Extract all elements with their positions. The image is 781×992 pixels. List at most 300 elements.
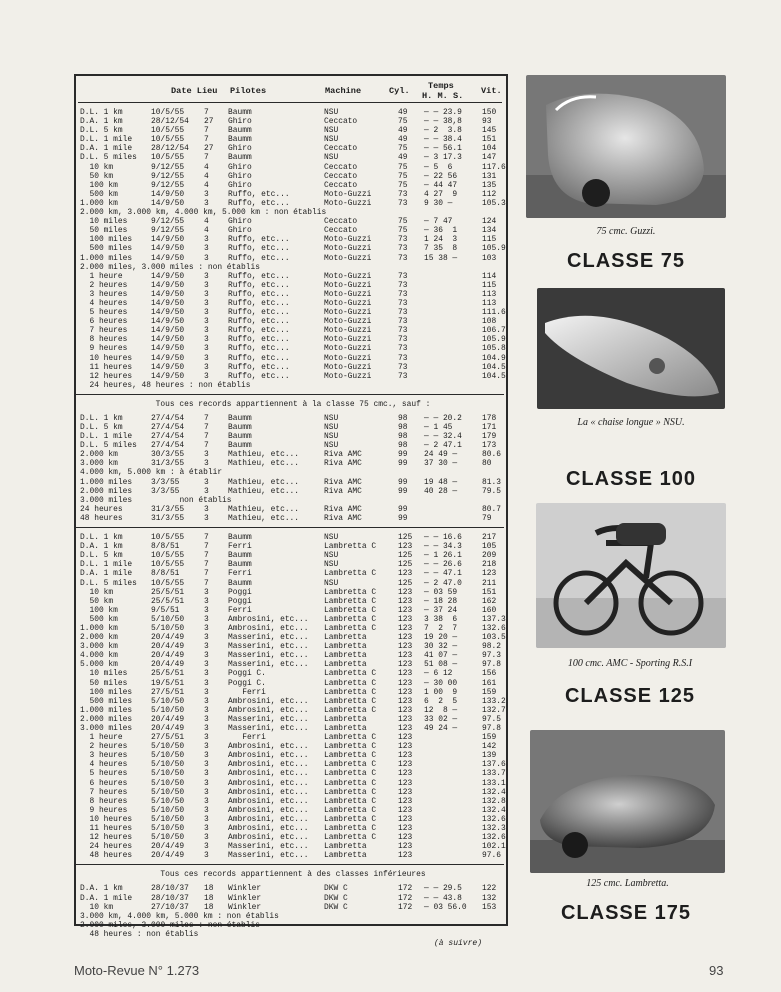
table-cell: Moto-Guzzi: [324, 298, 372, 308]
table-cell: Moto-Guzzi: [324, 198, 372, 208]
table-row: [80, 760, 506, 769]
table-cell: 139: [482, 751, 497, 761]
table-cell: Ceccato: [324, 117, 358, 127]
caption-125: 100 cmc. AMC - Sporting R.S.I: [567, 658, 693, 669]
table-row: [80, 126, 506, 135]
section-note: Tous ces records appartiennent à la classe 75 cmc., sauf :: [155, 399, 431, 409]
table-cell: Winkler: [228, 893, 262, 903]
table-cell: 20/4/49: [151, 724, 185, 733]
table-cell: 104.5: [482, 362, 506, 372]
table-row: [80, 459, 506, 468]
table-cell: Masserini, etc...: [228, 724, 309, 733]
header-divider: [78, 102, 502, 103]
table-cell: 28/10/37: [151, 893, 189, 903]
table-cell: Ruffo, etc...: [228, 235, 290, 245]
table-row: [80, 815, 506, 824]
table-cell: 123: [398, 687, 413, 697]
table-cell: 3: [204, 362, 209, 372]
table-cell: 3: [204, 696, 209, 706]
table-row: [80, 733, 506, 742]
table-row: [80, 496, 506, 505]
table-cell: 31/3/55: [151, 459, 185, 469]
table-cell: 9/12/55: [151, 171, 185, 181]
table-cell: 123: [398, 842, 413, 852]
table-cell: 10/5/55: [151, 578, 185, 588]
table-cell: D.A. 1 mile: [80, 569, 133, 579]
table-cell: 3: [204, 477, 209, 487]
table-cell: — — 34.3: [424, 542, 462, 552]
table-row: [80, 226, 506, 235]
table-cell: Baumm: [228, 441, 252, 451]
table-cell: NSU: [324, 441, 339, 451]
table-cell: Lambretta: [324, 651, 367, 661]
table-cell: 100 km: [80, 180, 118, 190]
table-cell: 123: [398, 696, 413, 706]
table-cell: Moto-Guzzi: [324, 335, 372, 345]
table-cell: 100 miles: [80, 235, 133, 245]
table-cell: 123: [398, 542, 413, 552]
table-cell: 7 heures: [80, 326, 128, 336]
table-cell: Lambretta C: [324, 787, 377, 797]
table-cell: NSU: [324, 551, 339, 561]
table-cell: 105.8: [482, 344, 506, 354]
table-cell: 99: [398, 486, 408, 496]
table-cell: 3 38 6: [424, 614, 458, 624]
table-cell: 5/10/50: [151, 787, 185, 797]
table-cell: 5/10/50: [151, 742, 185, 752]
table-cell: 10/5/55: [151, 533, 185, 543]
table-cell: Mathieu, etc...: [228, 513, 300, 523]
table-cell: 50 km: [80, 596, 114, 606]
table-cell: 5/10/50: [151, 796, 185, 806]
table-cell: 133.7: [482, 769, 506, 779]
table-cell: Lambretta C: [324, 824, 377, 834]
table-row: [80, 651, 506, 660]
table-cell: Ambrosini, etc...: [228, 787, 309, 797]
table-cell: 3: [204, 198, 209, 208]
page-number: 93: [709, 963, 724, 978]
table-cell: Baumm: [228, 413, 252, 423]
table-cell: 3: [204, 289, 209, 299]
table-cell: 7: [204, 135, 209, 145]
table-cell: 114: [482, 271, 497, 281]
table-cell: 27/5/51: [151, 733, 185, 743]
photo-guzzi-75: [526, 75, 726, 218]
table-cell: Lambretta C: [324, 687, 377, 697]
table-row: [80, 414, 506, 423]
table-cell: 81.3: [482, 477, 501, 487]
row-note: 3.000 km, 4.000 km, 5.000 km : non établis: [80, 911, 279, 921]
table-cell: 10/5/55: [151, 108, 185, 117]
table-cell: D.A. 1 km: [80, 884, 123, 894]
caption-75: 75 cmc. Guzzi.: [596, 226, 656, 237]
table-cell: 27/4/54: [151, 432, 185, 442]
table-row: [80, 824, 506, 833]
table-cell: 5/10/50: [151, 614, 185, 624]
table-cell: 218: [482, 560, 497, 570]
table-cell: Baumm: [228, 551, 252, 561]
table-cell: 117.6: [482, 162, 506, 172]
footer-publication: Moto-Revue N° 1.273: [74, 963, 200, 978]
table-cell: Ambrosini, etc...: [228, 796, 309, 806]
table-cell: 7 heures: [80, 787, 128, 797]
table-cell: — — 26.6: [424, 560, 462, 570]
table-cell: Baumm: [228, 135, 252, 145]
table-cell: 6 2 5: [424, 696, 458, 706]
table-row: [80, 363, 506, 372]
table-cell: Lambretta C: [324, 796, 377, 806]
table-cell: 132.4: [482, 805, 506, 815]
table-cell: Riva AMC: [324, 513, 362, 523]
table-cell: Ruffo, etc...: [228, 344, 290, 354]
table-cell: 5/10/50: [151, 833, 185, 843]
col-pilotes: Pilotes: [230, 86, 267, 96]
table-cell: Ambrosini, etc...: [228, 833, 309, 843]
table-cell: 112: [482, 189, 497, 199]
table-cell: 3: [204, 678, 209, 688]
table-cell: 3: [204, 778, 209, 788]
table-cell: 28/12/54: [151, 144, 189, 154]
col-vit: Vit.: [481, 86, 502, 96]
table-cell: 132.3: [482, 824, 506, 834]
table-row: [80, 326, 506, 335]
table-cell: 25/5/51: [151, 669, 185, 679]
table-cell: 73: [398, 362, 408, 372]
table-cell: Baumm: [228, 126, 252, 136]
table-cell: — 03 59: [424, 587, 458, 597]
table-cell: 48 heures: [80, 851, 133, 861]
table-cell: D.A. 1 mile: [80, 144, 133, 154]
table-cell: 3: [204, 450, 209, 460]
table-cell: 73: [398, 317, 408, 327]
table-cell: 4: [204, 217, 209, 227]
table-cell: 79: [482, 513, 492, 523]
table-cell: Poggi: [228, 587, 252, 597]
table-cell: 20/4/49: [151, 842, 185, 852]
table-cell: Lambretta C: [324, 696, 377, 706]
table-cell: 3/3/55: [151, 477, 180, 487]
table-cell: 133.1: [482, 778, 506, 788]
table-cell: 4: [204, 171, 209, 181]
table-cell: 147: [482, 153, 497, 163]
table-cell: 14/9/50: [151, 289, 185, 299]
table-cell: 12 heures: [80, 833, 133, 843]
table-cell: Lambretta C: [324, 542, 377, 552]
table-cell: Moto-Guzzi: [324, 280, 372, 290]
table-row: [80, 135, 506, 144]
table-cell: 14/9/50: [151, 189, 185, 199]
table-cell: 7: [204, 551, 209, 561]
table-cell: 73: [398, 371, 408, 381]
table-cell: Moto-Guzzi: [324, 317, 372, 327]
table-cell: 3.000 km: [80, 459, 118, 469]
table-cell: D.L. 5 miles: [80, 441, 137, 451]
table-cell: Mathieu, etc...: [228, 450, 300, 460]
table-cell: 4: [204, 226, 209, 236]
table-cell: 99: [398, 513, 408, 523]
table-cell: 3: [204, 760, 209, 770]
table-cell: 31/3/55: [151, 504, 185, 514]
table-cell: 3.000 km: [80, 642, 118, 652]
table-cell: 124: [482, 217, 497, 227]
table-cell: 123: [398, 678, 413, 688]
table-row: [80, 542, 506, 551]
table-cell: 33 02 —: [424, 714, 458, 724]
col-temps: Temps: [428, 81, 454, 91]
table-cell: 2.000 miles: [80, 486, 133, 496]
table-cell: 123: [398, 605, 413, 615]
table-cell: 105.3: [482, 198, 506, 208]
table-cell: Lambretta C: [324, 605, 377, 615]
table-cell: 5/10/50: [151, 778, 185, 788]
table-cell: 97.8: [482, 660, 501, 670]
row-note: 2.000 miles, 3.000 miles : non établis: [80, 920, 260, 930]
table-cell: 40 28 —: [424, 486, 458, 496]
table-cell: 7 35 8: [424, 244, 458, 254]
table-row: [80, 281, 506, 290]
table-cell: Lambretta: [324, 724, 367, 733]
table-row: [80, 833, 506, 842]
table-row: [80, 254, 506, 263]
table-cell: Ruffo, etc...: [228, 280, 290, 290]
table-cell: 97.5: [482, 714, 501, 724]
table-cell: 24 49 —: [424, 450, 458, 460]
table-cell: 12 8 —: [424, 705, 458, 715]
table-cell: D.L. 1 km: [80, 413, 123, 423]
table-cell: 3: [204, 253, 209, 263]
table-cell: — 1 26.1: [424, 551, 462, 561]
table-cell: 99: [398, 477, 408, 487]
table-cell: Ruffo, etc...: [228, 271, 290, 281]
table-row: [80, 806, 506, 815]
table-row: [80, 217, 506, 226]
table-cell: 1 heure: [80, 733, 123, 743]
table-cell: 14/9/50: [151, 371, 185, 381]
table-cell: 3: [204, 751, 209, 761]
table-cell: — 1 45: [424, 423, 453, 432]
table-cell: 20/4/49: [151, 651, 185, 661]
table-cell: 123: [398, 705, 413, 715]
table-cell: 49: [398, 108, 408, 117]
table-cell: 9/5/51: [151, 605, 180, 615]
table-row: [80, 579, 506, 588]
table-cell: 98: [398, 432, 408, 442]
table-cell: 3: [204, 769, 209, 779]
table-cell: Ruffo, etc...: [228, 189, 290, 199]
table-cell: 2.000 km: [80, 450, 118, 460]
table-cell: 150: [482, 108, 497, 117]
table-cell: 5/10/50: [151, 696, 185, 706]
table-cell: Ambrosini, etc...: [228, 623, 309, 633]
table-row: [80, 299, 506, 308]
table-cell: NSU: [324, 108, 339, 117]
table-cell: — — 20.2: [424, 413, 462, 423]
table-cell: 20/4/49: [151, 714, 185, 724]
table-cell: 161: [482, 678, 497, 688]
table-cell: 156: [482, 669, 497, 679]
caption-175: 125 cmc. Lambretta.: [586, 878, 669, 889]
table-cell: Poggi C.: [228, 669, 266, 679]
table-cell: 10/5/55: [151, 551, 185, 561]
table-cell: 75: [398, 226, 408, 236]
table-cell: 132.6: [482, 814, 506, 824]
table-cell: 7: [204, 578, 209, 588]
table-cell: 30 32 —: [424, 642, 458, 652]
table-cell: 10 km: [80, 902, 114, 912]
table-cell: Baumm: [228, 533, 252, 543]
table-row: [80, 912, 506, 921]
table-cell: 100 km: [80, 605, 118, 615]
col-cyl: Cyl.: [389, 86, 410, 96]
table-cell: 7: [204, 569, 209, 579]
table-row: [80, 588, 506, 597]
table-row: [80, 706, 506, 715]
table-cell: NSU: [324, 135, 339, 145]
table-cell: 73: [398, 244, 408, 254]
table-cell: 5/10/50: [151, 805, 185, 815]
table-cell: 14/9/50: [151, 308, 185, 318]
continued-note: (à suivre): [433, 938, 482, 948]
table-cell: 31/3/55: [151, 513, 185, 523]
table-cell: 75: [398, 180, 408, 190]
table-cell: — 36 1: [424, 226, 458, 236]
table-row: [80, 533, 506, 542]
table-cell: Baumm: [228, 560, 252, 570]
table-cell: Ruffo, etc...: [228, 335, 290, 345]
table-cell: 108: [482, 317, 497, 327]
table-row: [80, 769, 506, 778]
table-cell: Lambretta C: [324, 769, 377, 779]
table-cell: D.L. 5 miles: [80, 153, 137, 163]
table-row: [80, 263, 506, 272]
table-cell: 125: [398, 551, 413, 561]
table-cell: 106.7: [482, 326, 506, 336]
table-row: [80, 679, 506, 688]
table-cell: Moto-Guzzi: [324, 235, 372, 245]
table-cell: 7: [204, 560, 209, 570]
table-row: [80, 108, 506, 117]
table-cell: 125: [398, 533, 413, 543]
table-cell: D.L. 1 mile: [80, 135, 133, 145]
table-cell: Poggi: [228, 596, 252, 606]
table-cell: 5/10/50: [151, 814, 185, 824]
table-cell: 75: [398, 144, 408, 154]
records-body: [80, 108, 506, 949]
table-cell: 3: [204, 796, 209, 806]
table-cell: Ruffo, etc...: [228, 253, 290, 263]
table-cell: 159: [482, 733, 497, 743]
table-cell: 7: [204, 126, 209, 136]
table-cell: Ferri: [228, 605, 252, 615]
table-cell: 12 heures: [80, 371, 133, 381]
table-cell: 132.4: [482, 787, 506, 797]
table-cell: Moto-Guzzi: [324, 326, 372, 336]
table-cell: 179: [482, 432, 497, 442]
table-cell: 80.6: [482, 450, 501, 460]
table-cell: Lambretta C: [324, 814, 377, 824]
table-cell: 18: [204, 884, 214, 894]
table-cell: 123: [398, 833, 413, 843]
table-cell: DKW C: [324, 902, 348, 912]
table-cell: 123: [398, 778, 413, 788]
table-cell: Ceccato: [324, 171, 358, 181]
table-cell: 27/4/54: [151, 413, 185, 423]
table-cell: Lambretta: [324, 842, 367, 852]
table-cell: 123: [398, 824, 413, 834]
table-cell: Moto-Guzzi: [324, 244, 372, 254]
row-note: 3.000 miles non établis: [80, 495, 232, 505]
section-divider: [76, 864, 504, 865]
table-cell: 27/10/37: [151, 902, 189, 912]
table-cell: 14/9/50: [151, 317, 185, 327]
table-cell: 123: [398, 787, 413, 797]
table-cell: 14/9/50: [151, 298, 185, 308]
table-cell: 14/9/50: [151, 362, 185, 372]
table-cell: 171: [482, 423, 497, 432]
table-cell: 49: [398, 135, 408, 145]
table-cell: 3 heures: [80, 751, 128, 761]
col-hms: H. M. S.: [422, 91, 464, 101]
table-cell: — 7 47: [424, 217, 453, 227]
table-cell: 18: [204, 893, 214, 903]
table-cell: 115: [482, 280, 497, 290]
table-cell: 73: [398, 289, 408, 299]
table-cell: 151: [482, 135, 497, 145]
table-cell: Ruffo, etc...: [228, 308, 290, 318]
table-cell: 123: [398, 814, 413, 824]
table-cell: Ruffo, etc...: [228, 317, 290, 327]
table-cell: 10/5/55: [151, 153, 185, 163]
table-cell: 3: [204, 353, 209, 363]
table-cell: 8 heures: [80, 796, 128, 806]
table-cell: 123: [482, 569, 497, 579]
table-row: [80, 153, 506, 162]
table-cell: 5/10/50: [151, 769, 185, 779]
table-row: [80, 624, 506, 633]
table-cell: Lambretta C: [324, 705, 377, 715]
table-row: [80, 290, 506, 299]
table-cell: 99: [398, 450, 408, 460]
table-row: [80, 779, 506, 788]
table-cell: 14/9/50: [151, 253, 185, 263]
table-cell: D.L. 1 mile: [80, 560, 133, 570]
table-cell: 104.5: [482, 371, 506, 381]
table-row: [80, 660, 506, 669]
table-cell: 3: [204, 724, 209, 733]
table-cell: Mathieu, etc...: [228, 504, 300, 514]
table-cell: Riva AMC: [324, 504, 362, 514]
table-cell: 6 heures: [80, 317, 128, 327]
table-cell: 10/5/55: [151, 135, 185, 145]
table-cell: Ambrosini, etc...: [228, 705, 309, 715]
table-cell: 50 miles: [80, 226, 128, 236]
table-cell: — 2 47.0: [424, 578, 462, 588]
table-row: [80, 244, 506, 253]
table-cell: 123: [398, 569, 413, 579]
table-cell: NSU: [324, 126, 339, 136]
table-cell: Masserini, etc...: [228, 651, 309, 661]
table-cell: 3: [204, 742, 209, 752]
table-cell: 4.000 km: [80, 651, 118, 661]
table-cell: 123: [398, 805, 413, 815]
table-cell: 97.8: [482, 724, 501, 733]
table-cell: D.L. 1 mile: [80, 432, 133, 442]
table-cell: 123: [398, 851, 413, 861]
table-cell: NSU: [324, 578, 339, 588]
table-cell: 105: [482, 542, 497, 552]
table-cell: 75: [398, 217, 408, 227]
table-cell: Lambretta C: [324, 760, 377, 770]
